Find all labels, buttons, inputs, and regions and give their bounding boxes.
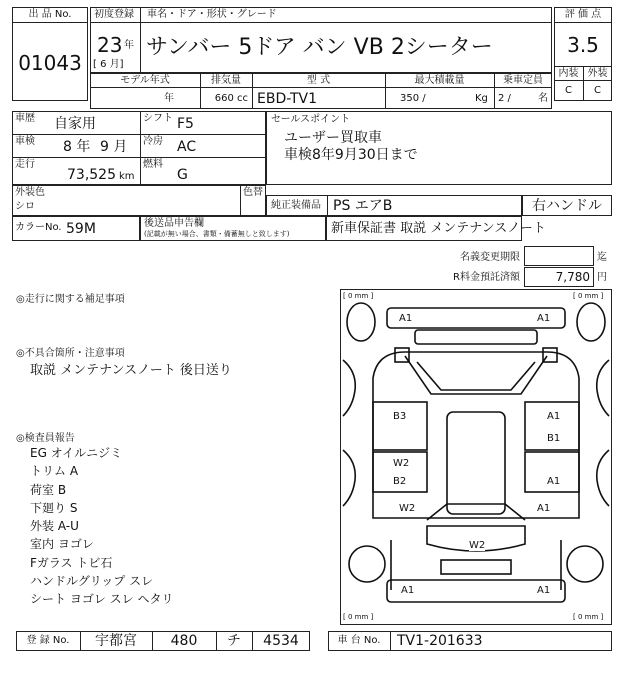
shift-label: シフト — [143, 113, 173, 124]
damage-mark: B1 — [547, 433, 561, 444]
supplement-title: ◎走行に関する補足事項 — [16, 294, 125, 305]
inspection-month: 9 月 — [100, 139, 128, 155]
lot-number-label: 出 品 No. — [28, 9, 72, 20]
inspector-line: 外装 A-U — [30, 519, 79, 533]
color-number: 59M — [66, 221, 96, 237]
corner-mm-top-left: [ 0 mm ] — [343, 292, 374, 300]
repaint-label: 色替 — [243, 187, 263, 198]
steering: 右ハンドル — [532, 198, 602, 214]
interior-grade: C — [565, 85, 572, 96]
type-label: 型 式 — [306, 75, 331, 86]
exterior-color-box — [12, 185, 266, 216]
mileage-label: 走行 — [15, 159, 35, 170]
chassis-label: 車 台 No. — [337, 635, 381, 646]
recycle-fee-unit: 円 — [597, 272, 607, 283]
capacity: 2 / — [498, 93, 511, 104]
corner-mm-top-right: [ 0 mm ] — [573, 292, 604, 300]
interior-label: 内装 — [558, 68, 579, 79]
mileage-unit: km — [119, 171, 135, 182]
damage-mark: W2 — [399, 503, 416, 514]
vehicle-type: EBD-TV1 — [257, 91, 318, 107]
defect-line: 取説 メンテナンスノート 後日送り — [30, 363, 232, 378]
corner-mm-bottom-right: [ 0 mm ] — [573, 613, 604, 621]
max-load: 350 / — [400, 93, 426, 104]
capacity-unit: 名 — [538, 93, 548, 104]
displacement-label: 排気量 — [211, 75, 241, 86]
shift: F5 — [177, 116, 194, 132]
damage-mark: A1 — [537, 585, 551, 596]
inspection-year: 8 年 — [63, 139, 91, 155]
damage-mark: A1 — [547, 476, 561, 487]
chassis-number: TV1-201633 — [397, 633, 483, 649]
sales-point-line-1: ユーザー買取車 — [284, 130, 382, 146]
vehicle-history: 自家用 — [54, 116, 96, 132]
model-year-unit: 年 — [164, 93, 174, 104]
car-name: サンバー 5ドア バン VB 2シーター — [146, 35, 493, 60]
sales-point-line-2: 車検8年9月30日まで — [284, 147, 418, 163]
documents: 新車保証書 取説 メンテナンスノート — [331, 221, 546, 236]
exterior-color-label: 外装色 — [15, 187, 45, 198]
damage-mark: A1 — [537, 503, 551, 514]
registration-label: 登 録 No. — [26, 635, 70, 646]
max-load-label: 最大積載量 — [414, 75, 465, 86]
first-registration-label: 初度登録 — [94, 9, 134, 20]
max-load-unit: Kg — [475, 93, 488, 104]
car-outline-diagram — [341, 290, 611, 624]
corner-mm-bottom-left: [ 0 mm ] — [343, 613, 374, 621]
overall-rating: 3.5 — [567, 33, 599, 57]
factory-options: PS エアB — [333, 198, 393, 214]
air-conditioning: AC — [177, 139, 197, 155]
inspector-line: ハンドルグリップ スレ — [30, 574, 154, 588]
fuel: G — [177, 167, 188, 183]
aftermarket-note: (記載が無い場合、書類・備蓄無しと致します) — [144, 230, 290, 238]
inspector-line: 室内 ヨゴレ — [30, 537, 94, 551]
car-name-label: 車名・ドア・形状・グレード — [147, 9, 277, 20]
factory-options-label: 純正装備品 — [271, 200, 321, 211]
fuel-label: 燃料 — [143, 159, 163, 170]
registration-year-unit: 年 — [124, 40, 134, 51]
inspector-line: トリム A — [30, 464, 79, 478]
ac-label: 冷房 — [143, 136, 163, 147]
recycle-fee: 7,780 — [555, 270, 590, 284]
capacity-label: 乗車定員 — [503, 75, 543, 86]
inspector-title: ◎検査員報告 — [16, 433, 75, 444]
exterior-color: シロ — [15, 201, 35, 212]
exterior-grade: C — [594, 85, 601, 96]
registration-kana: チ — [227, 633, 241, 649]
registration-area: 宇都宮 — [95, 633, 137, 649]
inspector-line: シート ヨゴレ スレ ヘタリ — [30, 592, 174, 606]
history-label: 車歴 — [15, 113, 35, 124]
inspector-line: EG オイルニジミ — [30, 446, 123, 460]
rating-label: 評 価 点 — [564, 9, 602, 20]
damage-mark: A1 — [547, 411, 561, 422]
sales-point-label: セールスポイント — [271, 114, 351, 125]
inspector-line: 下廻り S — [30, 501, 78, 515]
color-number-label: カラーNo. — [15, 222, 62, 233]
aftermarket-label: 後送品申告欄 — [144, 218, 204, 229]
lot-number: 01043 — [18, 51, 82, 75]
name-change-unit: 迄 — [597, 252, 607, 263]
damage-mark: B2 — [393, 476, 407, 487]
damage-mark: A1 — [537, 313, 551, 324]
mileage: 73,525 — [67, 167, 116, 183]
damage-mark: W2 — [393, 458, 410, 469]
exterior-label: 外装 — [587, 68, 608, 79]
name-change-box — [524, 246, 594, 266]
damage-diagram — [340, 289, 612, 625]
damage-mark: W2 — [469, 540, 486, 551]
model-year-label: モデル年式 — [120, 75, 170, 86]
damage-mark: B3 — [393, 411, 407, 422]
recycle-fee-label: R料金預託済額 — [453, 272, 520, 283]
name-change-label: 名義変更期限 — [460, 252, 520, 263]
registration-number: 4534 — [263, 633, 299, 649]
damage-mark: A1 — [399, 313, 413, 324]
displacement: 660 cc — [214, 93, 248, 104]
registration-class: 480 — [170, 633, 198, 649]
inspector-line: Fガラス トビ石 — [30, 556, 113, 570]
damage-mark: A1 — [401, 585, 415, 596]
defect-title: ◎不具合箇所・注意事項 — [16, 348, 125, 359]
inspector-line: 荷室 B — [30, 483, 67, 497]
registration-year: 23 — [97, 33, 123, 57]
inspection-label: 車検 — [15, 136, 35, 147]
registration-month: [ 6 月] — [93, 59, 124, 70]
